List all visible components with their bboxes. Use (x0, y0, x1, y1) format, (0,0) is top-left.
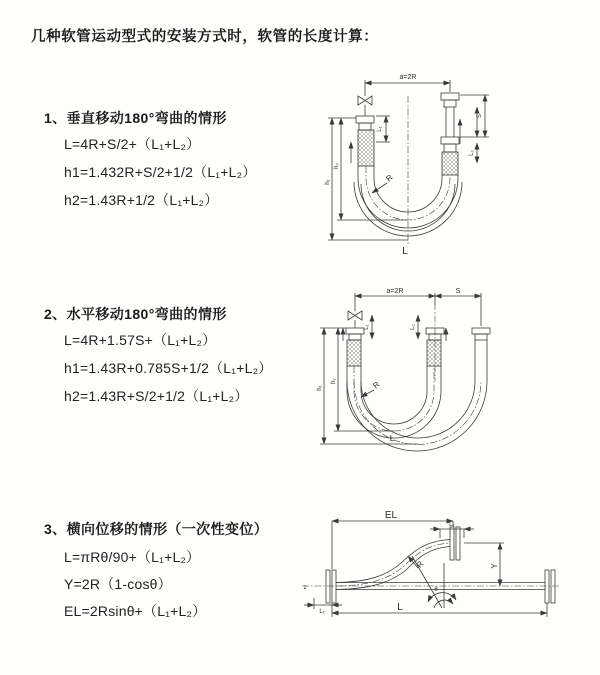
svg-text:L₁: L₁ (377, 126, 383, 132)
dim-a2r (355, 288, 435, 305)
dim-s (460, 95, 489, 137)
vertical-180-bend-diagram (308, 66, 592, 266)
svg-text:L₁: L₁ (319, 609, 325, 615)
right-pipe-fitting (441, 93, 459, 175)
svg-text:a=2R: a=2R (386, 288, 404, 295)
section-2-formula-h2: h2=1.43R+S/2+1/2（L₁+L₂） (64, 388, 249, 404)
section-3-formula-EL: EL=2Rsinθ+（L₁+L₂） (64, 603, 207, 619)
svg-text:h₂: h₂ (331, 378, 337, 384)
radius-callout (408, 556, 426, 569)
section-2-formula-h1: h1=1.43R+0.785S+1/2（L₁+L₂） (64, 360, 273, 376)
svg-text:R: R (371, 379, 382, 391)
svg-text:R: R (414, 559, 426, 570)
section-1-heading: 1、垂直移动180°弯曲的情形 (44, 110, 227, 126)
dim-l1 (376, 116, 390, 142)
hose-s-curve (336, 540, 450, 590)
section-1-formula-L: L=4R+S/2+（L₁+L₂） (64, 136, 201, 152)
section-3-formula-L: L=πRθ/90+（L₁+L₂） (64, 549, 201, 565)
svg-text:θ: θ (434, 587, 438, 593)
svg-text:L₁: L₁ (364, 324, 370, 330)
left-flange (326, 570, 336, 603)
axis-mark: z (303, 585, 307, 591)
section-1-formula-h1: h1=1.432R+S/2+1/2（L₁+L₂） (64, 164, 257, 180)
svg-text:a=2R: a=2R (399, 74, 417, 81)
horizontal-180-bend-diagram (308, 283, 593, 463)
svg-text:L: L (397, 602, 403, 613)
radius-callout (361, 380, 382, 397)
svg-text:h₁: h₁ (317, 385, 323, 391)
dim-y (464, 543, 504, 586)
svg-text:h₁: h₁ (325, 179, 331, 185)
svg-text:Y: Y (490, 563, 499, 569)
svg-text:L₂: L₂ (469, 150, 475, 156)
dim-l1 (364, 315, 372, 339)
left-pipe-fitting (356, 116, 374, 166)
svg-text:L₂: L₂ (410, 324, 416, 330)
dim-l2 (410, 315, 418, 339)
dim-h1 (317, 328, 418, 444)
svg-text:S: S (477, 113, 483, 119)
page-title: 几种软管运动型式的安装方式时，软管的长度计算： (31, 29, 379, 45)
radius-callout (372, 173, 395, 193)
right-bottom-flange (545, 570, 555, 603)
section-3-formula-Y: Y=2R（1-cosθ） (64, 576, 172, 592)
svg-text:h₂: h₂ (334, 163, 340, 169)
dim-l2 (430, 522, 474, 538)
dim-s (435, 288, 481, 326)
svg-text:S: S (455, 288, 461, 295)
dim-l2 (469, 143, 477, 163)
length-label: L (402, 246, 408, 257)
left-pipe-fitting (346, 328, 364, 366)
length-label: L (389, 434, 395, 443)
svg-text:L₂: L₂ (449, 522, 455, 528)
svg-text:EL: EL (384, 510, 398, 521)
valve-icon (348, 293, 362, 328)
middle-pipe-fitting (426, 328, 444, 366)
right-pipe-fitting (472, 328, 490, 381)
section-1-formula-h2: h2=1.43R+1/2（L₁+L₂） (64, 192, 219, 208)
valve-icon (358, 80, 372, 116)
right-top-flange (450, 527, 460, 560)
hose-position-2 (347, 381, 487, 451)
lateral-displacement-diagram (298, 505, 598, 650)
dim-a2r (365, 74, 450, 92)
hose-position-1 (347, 366, 441, 438)
section-2-formula-L: L=4R+1.57S+（L₁+L₂） (64, 332, 217, 348)
svg-text:R: R (384, 172, 395, 184)
dim-el (332, 510, 453, 569)
section-2-heading: 2、水平移动180°弯曲的情形 (44, 306, 227, 322)
section-3-heading: 3、横向位移的情形（一次性变位） (44, 521, 269, 537)
